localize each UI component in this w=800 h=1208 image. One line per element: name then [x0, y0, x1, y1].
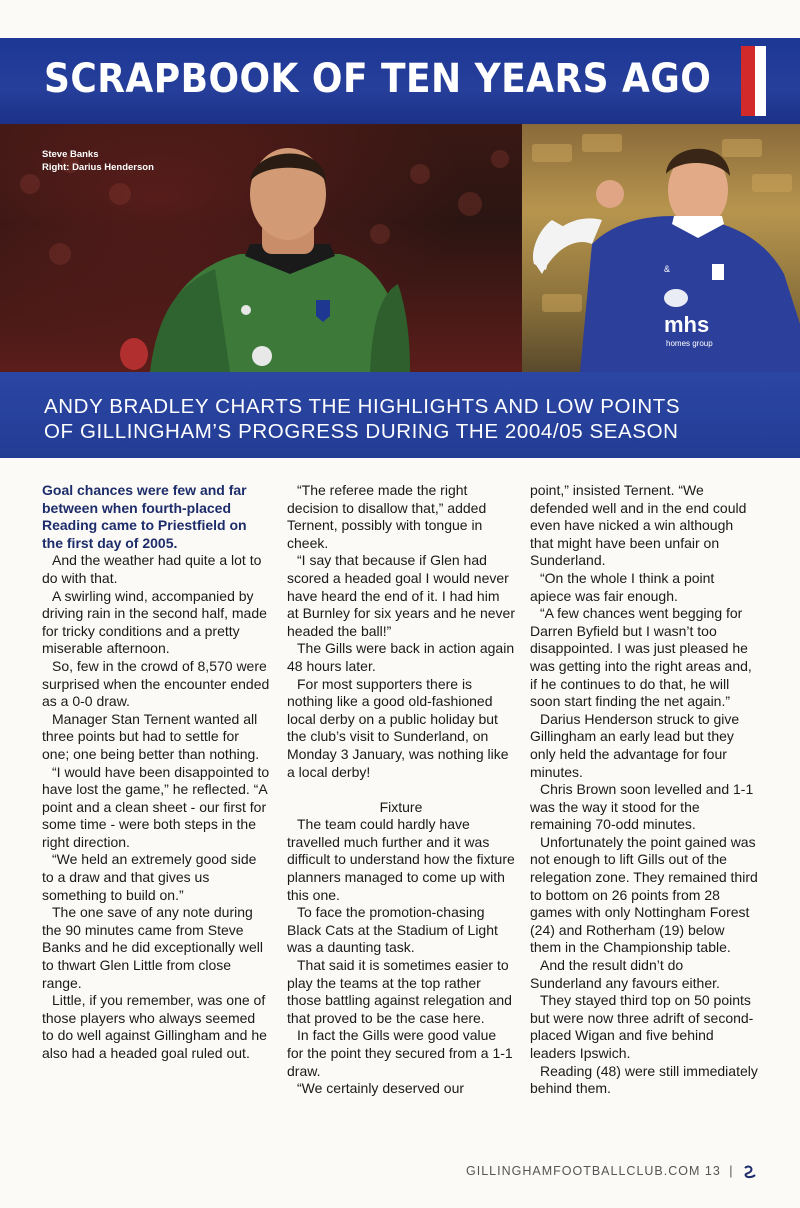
steve-banks-photo — [0, 124, 522, 372]
title-banner — [0, 38, 800, 124]
subtitle-bar — [0, 372, 800, 458]
paragraph: The one save of any note during the 90 minutes came from Steve Banks and he did exceptionally well to thwart Glen Little from close range. — [42, 904, 264, 991]
paragraph: They stayed third top on 50 points but were now three adrift of second-placed Wigan and five behind leaders Ipswich. — [530, 992, 754, 1061]
subtitle-line-1: ANDY BRADLEY CHARTS THE HIGHLIGHTS AND LOW POINTS — [44, 395, 681, 418]
svg-text:&: & — [664, 264, 671, 274]
caption-line-1: Steve Banks — [42, 149, 99, 160]
article-column-3 — [530, 482, 758, 1098]
footer-separator: | — [729, 1164, 734, 1178]
paragraph: To face the promotion-chasing Black Cats at the Stadium of Light was a daunting task. — [287, 904, 498, 956]
shirt-sponsor-logo: mhs — [664, 312, 710, 337]
page-footer — [466, 1164, 758, 1179]
paragraph: “I would have been disappointed to have lost the game,” he reflected. “A point and a clean sheet - our first for some time - were both steps in the right direction. — [42, 763, 270, 850]
paragraph: For most supporters there is nothing like a good old-fashioned local derby on a public holiday but the club’s visit to Sunderland, on Monday 3 January, was nothing like a local derby! — [287, 675, 509, 780]
red-stripe — [741, 46, 755, 116]
page-title: SCRAPBOOK OF TEN YEARS AGO — [44, 56, 712, 102]
paragraph: Unfortunately the point gained was not enough to lift Gills out of the relegation zone. They remained third to bottom on 26 points from 28 games with only Nottingham Forest (24) and Rotherham (19) below them in the Championship table. — [530, 833, 758, 956]
paragraph: Reading (48) were still immediately behind them. — [530, 1062, 758, 1097]
paragraph: Darius Henderson struck to give Gillingham an early lead but they only held the advantage for four minutes. — [530, 710, 740, 780]
paragraph: And the result didn’t do Sunderland any favours either. — [530, 957, 720, 991]
darius-henderson-photo — [522, 124, 800, 372]
page-number: 13 — [704, 1164, 721, 1178]
paragraph: “The referee made the right decision to disallow that,” added Ternent, possibly with tongue in cheek. — [287, 482, 487, 551]
caption-line-2: Right: Darius Henderson — [42, 162, 154, 173]
white-stripe — [755, 46, 766, 116]
paragraph: “I say that because if Glen had scored a headed goal I would never have heard the end of it. I had him at Burnley for six years and he never headed the ball!” — [287, 552, 516, 639]
paragraph: The team could hardly have travelled much further and it was difficult to understand how the fixture planners managed to come up with this one. — [287, 816, 515, 903]
section-subheading: Fixture — [379, 798, 423, 815]
website-url: GILLINGHAMFOOTBALLCLUB.COM — [466, 1164, 701, 1178]
paragraph: “We certainly deserved our — [297, 1080, 465, 1097]
article-subtitle — [44, 394, 680, 444]
paragraph: point,” insisted Ternent. “We defended well and in the end could even have nicked a win although that might have been unfair on Sunderland. — [530, 482, 747, 569]
article-column-1 — [42, 482, 270, 1063]
celebrating-player-illustration — [522, 124, 800, 372]
subtitle-line-2: OF GILLINGHAM’S PROGRESS DURING THE 2004/05 SEASON — [44, 420, 679, 443]
paragraph: Manager Stan Ternent wanted all three points but had to settle for one; one being better than nothing. — [42, 710, 260, 762]
paragraph: That said it is sometimes easier to play the teams at the top rather those battling against relegation and that proved to be the case here. — [287, 957, 512, 1026]
paragraph: So, few in the crowd of 8,570 were surprised when the encounter ended as a 0-0 draw. — [42, 657, 270, 710]
paragraph: “On the whole I think a point apiece was fair enough. — [530, 569, 715, 604]
photo-caption — [42, 148, 154, 174]
shirt-sponsor-tagline: homes group — [666, 339, 713, 348]
paragraph: The Gills were back in action again 48 hours later. — [287, 640, 515, 674]
club-crest-icon — [742, 1165, 758, 1179]
article-column-2 — [287, 482, 515, 1098]
paragraph: In fact the Gills were good value for the point they secured from a 1-1 draw. — [287, 1027, 513, 1079]
paragraph: And the weather had quite a lot to do with that. — [42, 552, 262, 586]
paragraph: “A few chances went begging for Darren Byfield but I wasn’t too disappointed. I was just pleased he was getting into the right areas and, if he continues to do that, he will soon start finding the net again.” — [530, 605, 752, 710]
paragraph: Little, if you remember, was one of those players who always seemed to do well against Gillingham and he also had a headed goal ruled out. — [42, 992, 267, 1061]
lead-paragraph: Goal chances were few and far between when fourth-placed Reading came to Priestfield on the first day of 2005. — [42, 482, 247, 551]
photo-strip — [0, 124, 800, 372]
paragraph: Chris Brown soon levelled and 1-1 was the way it stood for the remaining 70-odd minutes. — [530, 781, 754, 833]
paragraph: A swirling wind, accompanied by driving rain in the second half, made for tricky conditions and a pretty miserable afternoon. — [42, 587, 267, 657]
paragraph: “We held an extremely good side to a draw and that gives us something to build on.” — [42, 851, 257, 903]
